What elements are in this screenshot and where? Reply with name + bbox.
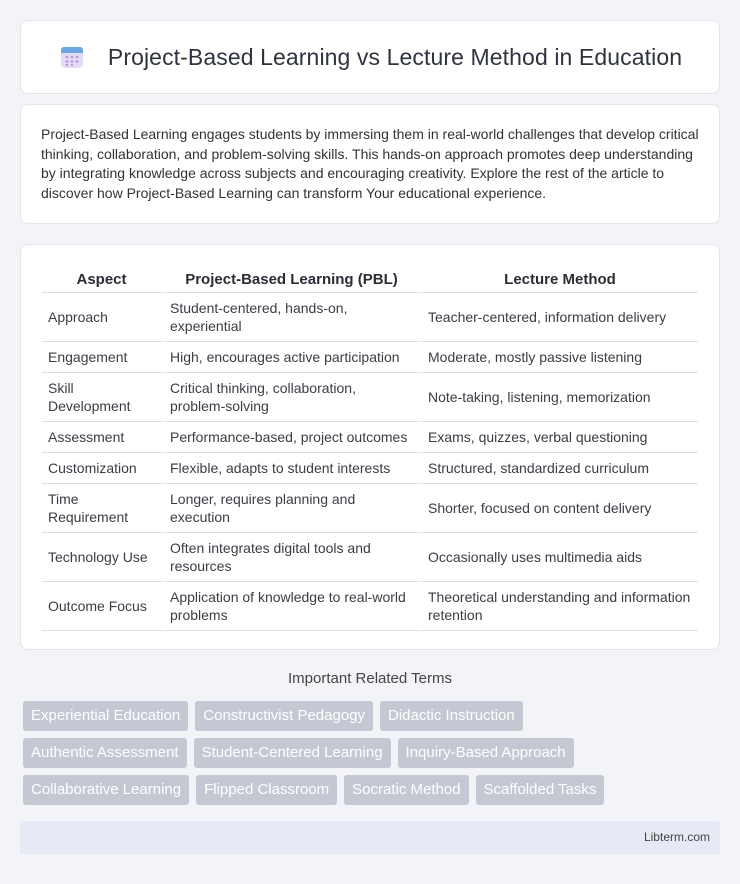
table-row — [42, 453, 698, 484]
table-row — [42, 373, 698, 422]
footer — [20, 821, 720, 854]
row-lecture: Moderate, mostly passive listening — [422, 342, 698, 373]
tag-student-centered-learning[interactable]: Student-Centered Learning — [194, 738, 391, 768]
intro-paragraph: Project-Based Learning engages students by immersing them in real-world challenges that develop critical thinking, collaboration, and problem-solving skills. This hands-on approach promotes deep understanding by integrating knowledge across subjects and encouraging creativity. Explore the rest of the article to discover how Project-Based Learning can transform Your educational experience. — [41, 126, 699, 201]
tag-inquiry-based-approach[interactable]: Inquiry-Based Approach — [398, 738, 574, 768]
tag-socratic-method[interactable]: Socratic Method — [344, 775, 468, 805]
row-aspect: Skill Development — [42, 373, 164, 422]
row-pbl: Flexible, adapts to student interests — [164, 453, 422, 484]
row-aspect: Assessment — [42, 422, 164, 453]
calendar-icon — [58, 43, 86, 71]
header-card — [20, 20, 720, 94]
tag-didactic-instruction[interactable]: Didactic Instruction — [380, 701, 523, 731]
row-pbl: Longer, requires planning and execution — [164, 484, 422, 533]
row-aspect: Approach — [42, 293, 164, 342]
row-lecture: Occasionally uses multimedia aids — [422, 533, 698, 582]
related-terms-title: Important Related Terms — [288, 670, 452, 687]
row-lecture: Teacher-centered, information delivery — [422, 293, 698, 342]
row-pbl: Performance-based, project outcomes — [164, 422, 422, 453]
row-lecture: Note-taking, listening, memorization — [422, 373, 698, 422]
tag-row — [23, 775, 723, 805]
footer-site-link[interactable]: Libterm.com — [643, 830, 710, 844]
related-terms — [23, 701, 723, 812]
header-aspect: Aspect — [42, 265, 164, 293]
header-lecture: Lecture Method — [422, 265, 698, 293]
row-lecture: Theoretical understanding and information retention — [422, 582, 698, 631]
tag-row — [23, 701, 723, 731]
intro-card — [20, 104, 720, 224]
row-aspect: Customization — [42, 453, 164, 484]
header-pbl: Project-Based Learning (PBL) — [164, 265, 422, 293]
row-pbl: Often integrates digital tools and resources — [164, 533, 422, 582]
row-pbl: High, encourages active participation — [164, 342, 422, 373]
table-header-row — [42, 265, 698, 293]
table-row — [42, 484, 698, 533]
row-lecture: Exams, quizzes, verbal questioning — [422, 422, 698, 453]
table-row — [42, 293, 698, 342]
comparison-table-card — [20, 244, 720, 650]
row-aspect: Outcome Focus — [42, 582, 164, 631]
table-row — [42, 533, 698, 582]
row-pbl: Student-centered, hands-on, experiential — [164, 293, 422, 342]
row-lecture: Shorter, focused on content delivery — [422, 484, 698, 533]
table-row — [42, 582, 698, 631]
table-row — [42, 342, 698, 373]
tag-experiential-education[interactable]: Experiential Education — [23, 701, 188, 731]
table-row — [42, 422, 698, 453]
row-aspect: Time Requirement — [42, 484, 164, 533]
row-lecture: Structured, standardized curriculum — [422, 453, 698, 484]
row-aspect: Engagement — [42, 342, 164, 373]
comparison-table — [42, 265, 698, 631]
tag-constructivist-pedagogy[interactable]: Constructivist Pedagogy — [195, 701, 373, 731]
tag-authentic-assessment[interactable]: Authentic Assessment — [23, 738, 187, 768]
row-pbl: Critical thinking, collaboration, problem-solving — [164, 373, 422, 422]
row-aspect: Technology Use — [42, 533, 164, 582]
tag-row — [23, 738, 723, 768]
tag-collaborative-learning[interactable]: Collaborative Learning — [23, 775, 189, 805]
tag-scaffolded-tasks[interactable]: Scaffolded Tasks — [476, 775, 605, 805]
page-title: Project-Based Learning vs Lecture Method in Education — [107, 43, 683, 70]
tag-flipped-classroom[interactable]: Flipped Classroom — [196, 775, 337, 805]
row-pbl: Application of knowledge to real-world problems — [164, 582, 422, 631]
